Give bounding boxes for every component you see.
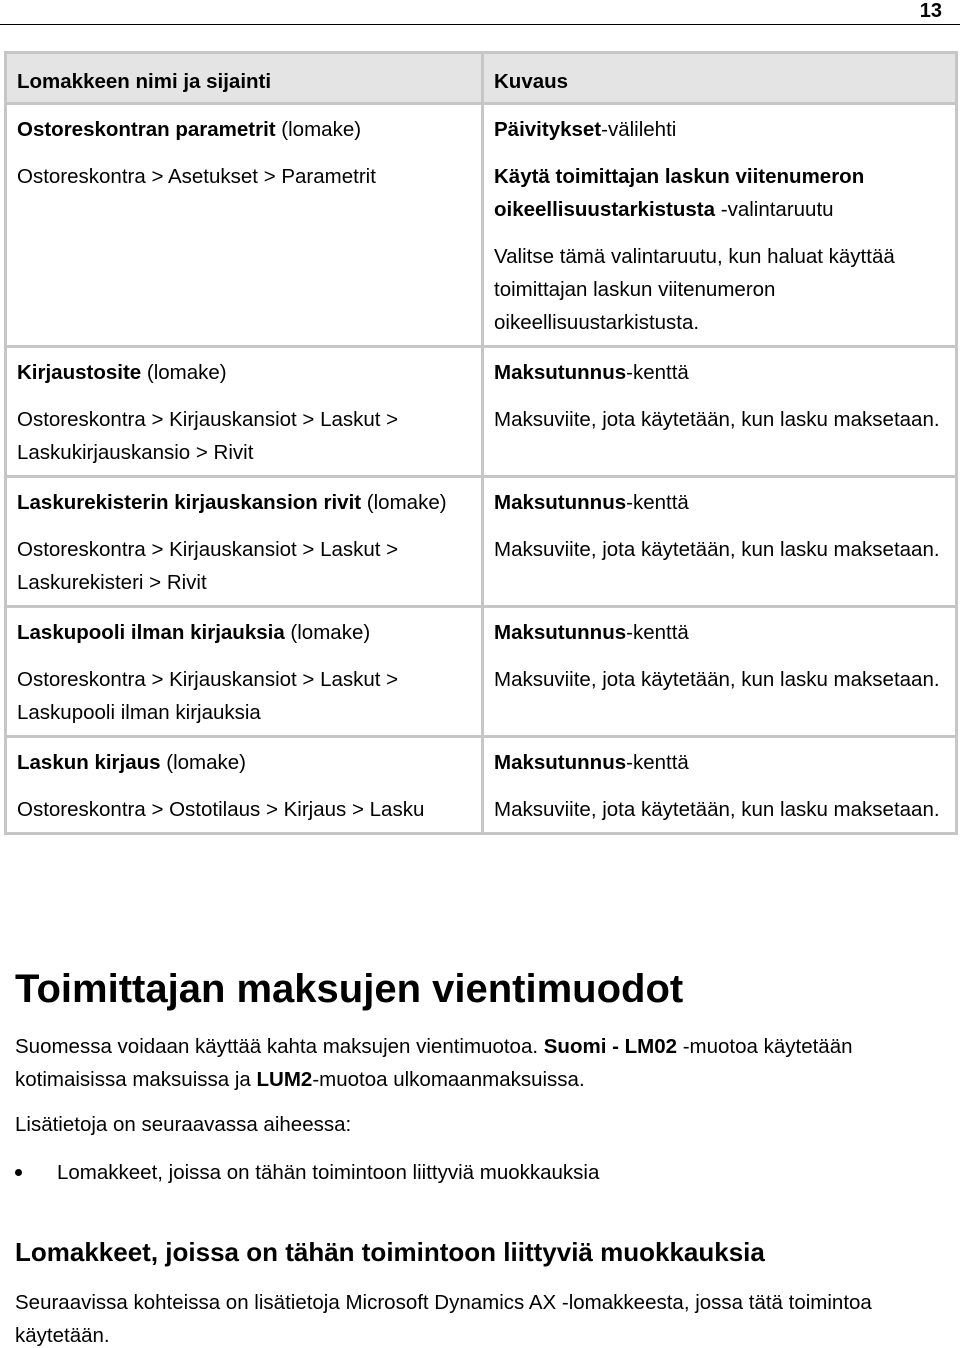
description-cell (483, 737, 957, 834)
field-name (494, 160, 947, 226)
form-name (17, 356, 473, 389)
forms-paragraph: Seuraavissa kohteissa on lisätietoja Microsoft Dynamics AX -lomakkeesta, jossa tätä toimintoa käytetään. (15, 1291, 872, 1347)
form-name-bold: Laskun kirjaus (17, 751, 161, 774)
intro-text: -muotoa käytetään kotimaisissa maksuissa ja (15, 1035, 853, 1091)
form-name-suffix: (lomake) (284, 621, 371, 644)
description-cell (483, 477, 957, 607)
field-name (494, 746, 947, 779)
list-item[interactable] (15, 1156, 599, 1189)
field-name-bold: Maksutunnus (494, 491, 627, 514)
table-row (6, 737, 957, 834)
field-name-bold: Maksutunnus (494, 361, 627, 384)
tab-name-bold: Päivitykset (494, 118, 602, 141)
form-path: Ostoreskontra > Kirjauskansiot > Laskut > Laskurekisteri > Rivit (17, 538, 399, 594)
related-topic-link[interactable]: Lomakkeet, joissa on tähän toimintoon liittyviä muokkauksia (57, 1161, 600, 1184)
header-rule (0, 24, 960, 25)
description-cell (483, 607, 957, 737)
description-cell (483, 347, 957, 477)
form-name-bold: Laskurekisterin kirjauskansion rivit (17, 491, 362, 514)
field-description: Maksuviite, jota käytetään, kun lasku maksetaan. (494, 668, 940, 691)
form-name-cell (6, 104, 483, 347)
field-description: Valitse tämä valintaruutu, kun haluat käyttää toimittajan laskun viitenumeron oikeellisuustarkistusta. (494, 245, 895, 334)
form-path: Ostoreskontra > Asetukset > Parametrit (17, 165, 376, 188)
intro-text: Suomessa voidaan käyttää kahta maksujen vientimuotoa. (15, 1035, 544, 1058)
form-name-suffix: (lomake) (275, 118, 362, 141)
form-name-cell (6, 607, 483, 737)
format-name-lm02: Suomi - LM02 (543, 1035, 678, 1058)
form-name (17, 113, 473, 146)
form-name-bold: Ostoreskontran parametrit (17, 118, 276, 141)
field-description: Maksuviite, jota käytetään, kun lasku maksetaan. (494, 538, 940, 561)
intro-text: -muotoa ulkomaanmaksuissa. (312, 1068, 585, 1091)
field-name (494, 486, 947, 519)
bullet-icon (15, 1169, 22, 1176)
form-path: Ostoreskontra > Ostotilaus > Kirjaus > Lasku (17, 798, 425, 821)
field-name (494, 616, 947, 649)
related-topics-list (15, 1156, 599, 1189)
table-row (6, 477, 957, 607)
column-header-description: Kuvaus (483, 53, 957, 104)
format-name-lum2: LUM2 (256, 1068, 313, 1091)
form-name-cell (6, 347, 483, 477)
field-description: Maksuviite, jota käytetään, kun lasku maksetaan. (494, 798, 940, 821)
field-name-suffix: -valintaruutu (715, 198, 834, 221)
table-row (6, 607, 957, 737)
form-path: Ostoreskontra > Kirjauskansiot > Laskut > Laskukirjauskansio > Rivit (17, 408, 399, 464)
page-number: 13 (919, 0, 942, 22)
more-info-paragraph: Lisätietoja on seuraavassa aiheessa: (15, 1113, 352, 1136)
tab-name-suffix: -välilehti (601, 118, 677, 141)
section-heading-forms: Lomakkeet, joissa on tähän toimintoon liittyviä muokkauksia (15, 1237, 765, 1267)
field-name-bold: Maksutunnus (494, 621, 627, 644)
field-name-suffix: -kenttä (626, 491, 689, 514)
field-description: Maksuviite, jota käytetään, kun lasku maksetaan. (494, 408, 940, 431)
forms-table (4, 51, 958, 835)
form-path: Ostoreskontra > Kirjauskansiot > Laskut > Laskupooli ilman kirjauksia (17, 668, 399, 724)
field-name-bold: Käytä toimittajan laskun viitenumeron oikeellisuustarkistusta (494, 165, 865, 221)
form-name-bold: Kirjaustosite (17, 361, 142, 384)
form-name-cell (6, 737, 483, 834)
form-name-cell (6, 477, 483, 607)
field-name-suffix: -kenttä (626, 621, 689, 644)
tab-name (494, 113, 947, 146)
field-name-suffix: -kenttä (626, 751, 689, 774)
form-name-suffix: (lomake) (141, 361, 227, 384)
form-name (17, 486, 473, 519)
field-name-bold: Maksutunnus (494, 751, 627, 774)
table-row (6, 104, 957, 347)
description-cell (483, 104, 957, 347)
form-name-suffix: (lomake) (160, 751, 246, 774)
table-row (6, 347, 957, 477)
field-name-suffix: -kenttä (626, 361, 689, 384)
table-header-row (6, 53, 957, 104)
form-name-suffix: (lomake) (361, 491, 447, 514)
form-name (17, 746, 473, 779)
form-name-bold: Laskupooli ilman kirjauksia (17, 621, 285, 644)
intro-paragraph (15, 1030, 945, 1096)
field-name (494, 356, 947, 389)
section-heading-export-formats: Toimittajan maksujen vientimuodot (15, 967, 684, 1011)
column-header-name: Lomakkeen nimi ja sijainti (6, 53, 483, 104)
form-name (17, 616, 473, 649)
